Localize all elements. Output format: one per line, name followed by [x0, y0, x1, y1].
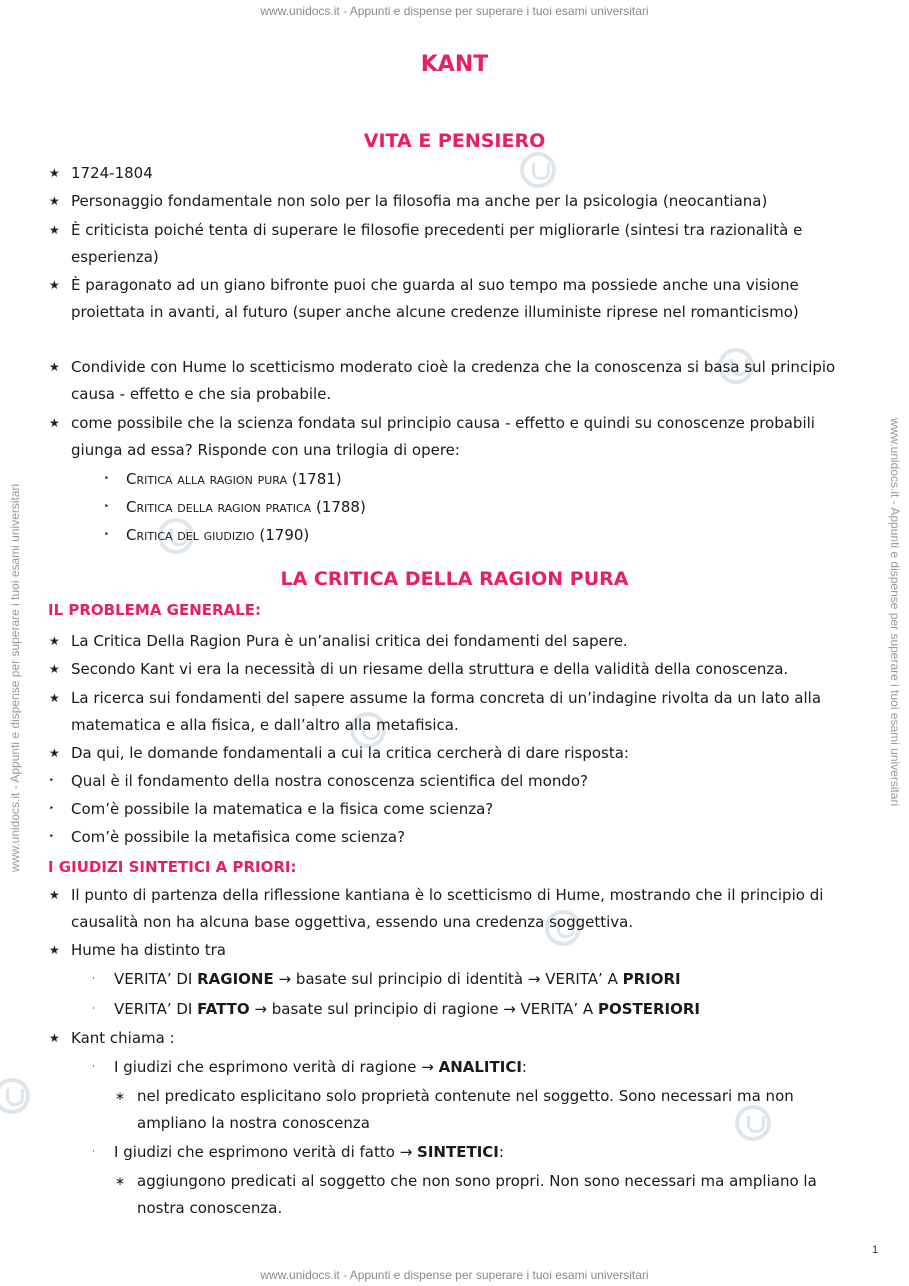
arrow-bullet-icon: ‣: [49, 832, 55, 842]
judgment-description: ∗ nel predicato esplicitano solo proprietà contenute nel soggetto. Sono necessari ma non ampliano la nostra conoscenza: [137, 1083, 837, 1137]
work-item: ‣ Critica alla ragion pura (1781): [126, 466, 846, 493]
unidocs-logo-icon: [0, 1078, 30, 1114]
subsection-heading-problema: IL PROBLEMA GENERALE:: [48, 601, 261, 619]
dot-bullet-icon: ·: [92, 1062, 95, 1072]
list-item: ★ 1724-1804: [71, 160, 871, 187]
star-bullet-icon: ★: [49, 360, 60, 374]
judgment-description: ∗ aggiungono predicati al soggetto che non sono propri. Non sono necessari ma ampliano la nostra conoscenza.: [137, 1168, 837, 1222]
truth-item: · VERITA’ DI RAGIONE → basate sul principio di identità → VERITA’ A PRIORI: [114, 966, 854, 993]
dot-bullet-icon: ·: [92, 1004, 95, 1014]
section-heading-critica: LA CRITICA DELLA RAGION PURA: [280, 568, 629, 590]
arrow-bullet-icon: ‣: [49, 776, 55, 786]
arrow-bullet-icon: ‣: [104, 530, 110, 540]
page-number: 1: [872, 1244, 879, 1256]
star-bullet-icon: ★: [49, 278, 60, 292]
arrow-bullet-icon: ‣: [104, 502, 110, 512]
question-item: ‣ Qual è il fondamento della nostra conoscenza scientifica del mondo?: [71, 768, 871, 795]
arrow-bullet-icon: ‣: [49, 804, 55, 814]
question-item: ‣ Com’è possibile la matematica e la fisica come scienza?: [71, 796, 871, 823]
list-item: ★ Da qui, le domande fondamentali a cui la critica cercherà di dare risposta:: [71, 740, 871, 767]
list-item: ★ Kant chiama :: [71, 1025, 871, 1052]
star-bullet-icon: ★: [49, 1031, 60, 1045]
list-item: ★ Secondo Kant vi era la necessità di un riesame della struttura e della validità della conoscenza.: [71, 656, 871, 683]
watermark-bottom: www.unidocs.it - Appunti e dispense per superare i tuoi esami universitari: [260, 1268, 649, 1282]
watermark-top: www.unidocs.it - Appunti e dispense per superare i tuoi esami universitari: [260, 4, 649, 18]
section-heading-vita: VITA E PENSIERO: [363, 130, 546, 152]
list-item: ★ Hume ha distinto tra: [71, 937, 871, 964]
work-item: ‣ Critica del giudizio (1790): [126, 522, 846, 549]
dot-bullet-icon: ·: [92, 974, 95, 984]
list-item: ★ È criticista poiché tenta di superare le filosofie precedenti per migliorarle (sintesi tra razionalità e esperienza): [71, 217, 871, 271]
star-bullet-icon: ★: [49, 691, 60, 705]
watermark-right: www.unidocs.it - Appunti e dispense per superare i tuoi esami universitari: [888, 418, 902, 807]
truth-item: · VERITA’ DI FATTO → basate sul principio di ragione → VERITA’ A POSTERIORI: [114, 996, 854, 1023]
judgment-item: · I giudizi che esprimono verità di fatto → SINTETICI:: [114, 1139, 854, 1166]
star-bullet-icon: ★: [49, 194, 60, 208]
judgment-item: · I giudizi che esprimono verità di ragione → ANALITICI:: [114, 1054, 854, 1081]
star-bullet-icon: ★: [49, 943, 60, 957]
asterisk-bullet-icon: ∗: [115, 1174, 126, 1188]
page-title: KANT: [420, 52, 489, 77]
star-bullet-icon: ★: [49, 662, 60, 676]
arrow-bullet-icon: ‣: [104, 474, 110, 484]
list-item: ★ È paragonato ad un giano bifronte puoi che guarda al suo tempo ma possiede anche una visione proiettata in avanti, al futuro (super anche alcune credenze illuministe riprese nel romanticismo): [71, 272, 871, 326]
list-item: ★ Condivide con Hume lo scetticismo moderato cioè la credenza che la conoscenza si basa sul principio causa - effetto e che sia probabile.: [71, 354, 871, 408]
list-item: ★ come possibile che la scienza fondata sul principio causa - effetto e quindi su conoscenze probabili giunga ad essa? Risponde con una trilogia di opere:: [71, 410, 871, 464]
list-item: ★ Il punto di partenza della riflessione kantiana è lo scetticismo di Hume, mostrando che il principio di causalità non ha alcuna base oggettiva, essendo una credenza soggettiva.: [71, 882, 871, 936]
star-bullet-icon: ★: [49, 166, 60, 180]
asterisk-bullet-icon: ∗: [115, 1089, 126, 1103]
subsection-heading-giudizi: I GIUDIZI SINTETICI A PRIORI:: [48, 858, 297, 876]
star-bullet-icon: ★: [49, 888, 60, 902]
star-bullet-icon: ★: [49, 746, 60, 760]
star-bullet-icon: ★: [49, 223, 60, 237]
watermark-left: www.unidocs.it - Appunti e dispense per superare i tuoi esami universitari: [8, 483, 22, 872]
list-item: ★ La ricerca sui fondamenti del sapere assume la forma concreta di un’indagine rivolta da un lato alla matematica e alla fisica, e dall’altro alla metafisica.: [71, 685, 871, 739]
star-bullet-icon: ★: [49, 634, 60, 648]
dot-bullet-icon: ·: [92, 1147, 95, 1157]
star-bullet-icon: ★: [49, 416, 60, 430]
question-item: ‣ Com’è possibile la metafisica come scienza?: [71, 824, 871, 851]
list-item: ★ La Critica Della Ragion Pura è un’analisi critica dei fondamenti del sapere.: [71, 628, 871, 655]
work-item: ‣ Critica della ragion pratica (1788): [126, 494, 846, 521]
list-item: ★ Personaggio fondamentale non solo per la filosofia ma anche per la psicologia (neocantiana): [71, 188, 871, 215]
